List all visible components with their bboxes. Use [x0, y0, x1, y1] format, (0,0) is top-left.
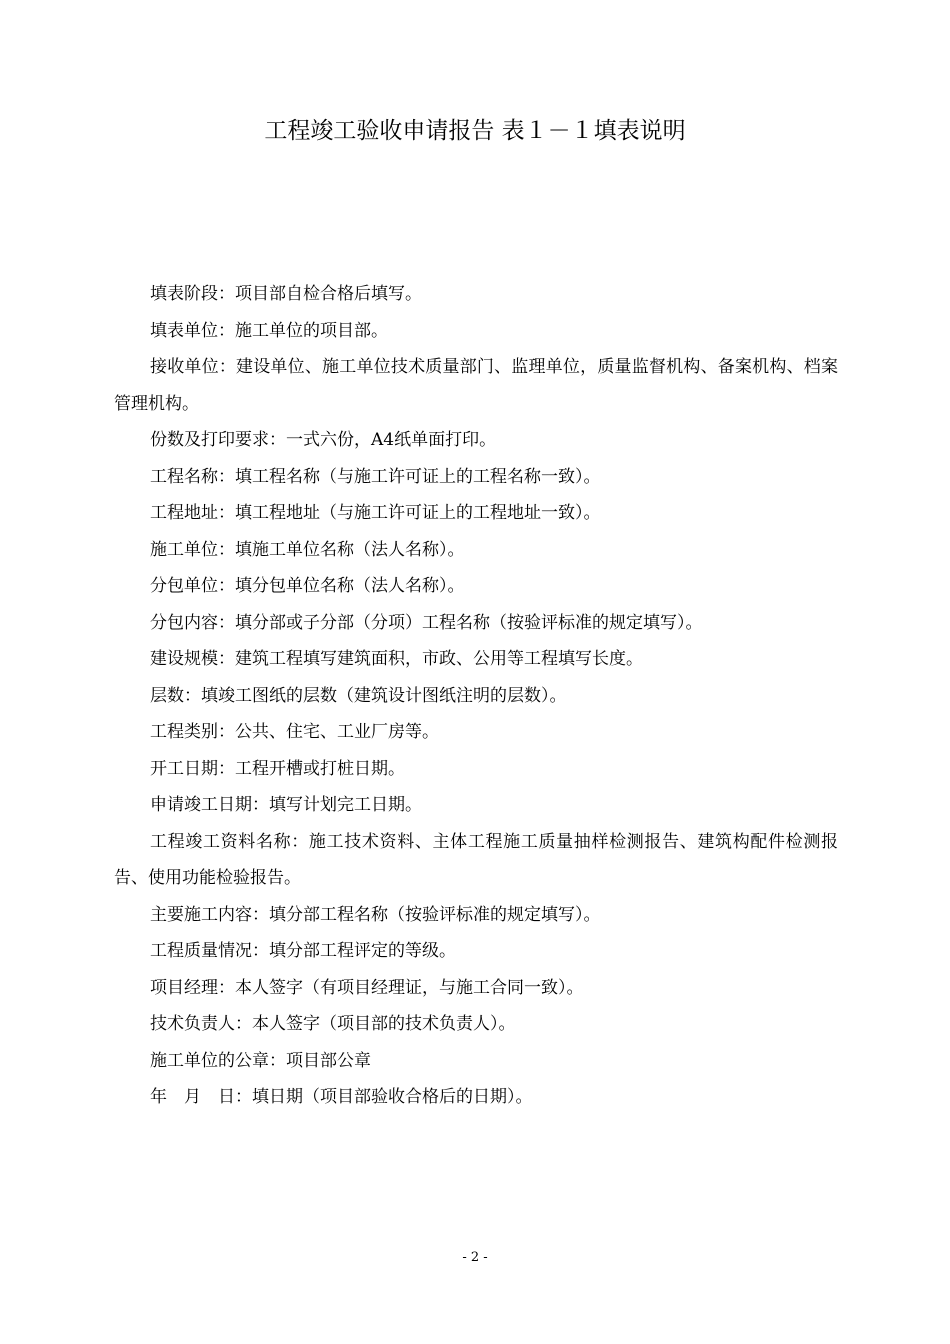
paragraph-completion-date: 申请竣工日期：填写计划完工日期。 — [150, 795, 422, 815]
paragraph-project-address: 工程地址：填工程地址（与施工许可证上的工程地址一致）。 — [150, 503, 601, 523]
paragraph-technical-lead: 技术负责人：本人签字（项目部的技术负责人）。 — [150, 1014, 516, 1034]
paragraph-quality-status: 工程质量情况：填分部工程评定的等级。 — [150, 941, 456, 961]
paragraph-project-manager: 项目经理：本人签字（有项目经理证，与施工合同一致）。 — [150, 977, 584, 998]
paragraph-completion-docs: 工程竣工资料名称：施工技术资料、主体工程施工质量抽样检测报告、建筑构配件检测报告、使用功能检验报告。 — [114, 831, 838, 888]
paragraph-start-date: 开工日期：工程开槽或打桩日期。 — [150, 758, 405, 779]
paragraph-main-content: 主要施工内容：填分部工程名称（按验评标准的规定填写）。 — [150, 904, 601, 925]
paragraph-receiving-unit: 接收单位：建设单位、施工单位技术质量部门、监理单位，质量监督机构、备案机构、档案管理机构。 — [114, 357, 838, 414]
paragraph-construction-unit: 施工单位：填施工单位名称（法人名称）。 — [150, 539, 465, 560]
paragraph-copies-print: 份数及打印要求：一式六份，A4纸单面打印。 — [150, 430, 497, 450]
paragraph-subcontract-content: 分包内容：填分部或子分部（分项）工程名称（按验评标准的规定填写）。 — [150, 612, 703, 633]
paragraph-date: 年 月 日：填日期（项目部验收合格后的日期）。 — [150, 1087, 533, 1107]
paragraph-project-name: 工程名称：填工程名称（与施工许可证上的工程名称一致）。 — [150, 466, 601, 487]
paragraph-build-scale: 建设规模：建筑工程填写建筑面积，市政、公用等工程填写长度。 — [150, 649, 643, 669]
page-number: - 2 - — [462, 1250, 488, 1265]
instructions-body — [114, 276, 838, 1116]
paragraph-subcontract-unit: 分包单位：填分包单位名称（法人名称）。 — [150, 576, 465, 596]
paragraph-project-category: 工程类别：公共、住宅、工业厂房等。 — [150, 722, 439, 742]
paragraph-fill-unit: 填表单位：施工单位的项目部。 — [150, 320, 388, 341]
page-title: 工程竣工验收申请报告 表１－１填表说明 — [264, 118, 686, 144]
paragraph-floors: 层数：填竣工图纸的层数（建筑设计图纸注明的层数）。 — [150, 685, 567, 706]
paragraph-official-seal: 施工单位的公章：项目部公章 — [150, 1050, 371, 1071]
paragraph-fill-stage: 填表阶段：项目部自检合格后填写。 — [150, 284, 422, 304]
